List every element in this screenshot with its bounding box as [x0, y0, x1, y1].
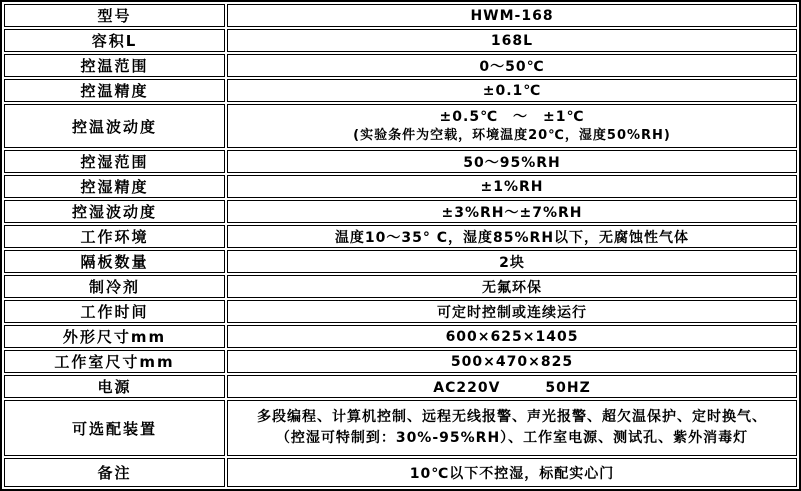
row-work-time [4, 300, 797, 323]
value-cell: 500×470×825 [227, 350, 797, 373]
label-cell: 可选配装置 [4, 400, 225, 456]
value-cell: HWM-168 [227, 4, 797, 27]
row-humidity-accuracy [4, 175, 797, 198]
value-cell: ±1%RH [227, 175, 797, 198]
value-line-1: 多段编程、计算机控制、远程无线报警、声光报警、超欠温保护、定时换气、 [257, 409, 767, 425]
label-cell: 容积L [4, 29, 225, 52]
value-cell: 无氟环保 [227, 275, 797, 298]
label-cell: 控湿精度 [4, 175, 225, 198]
row-outer-dimensions [4, 325, 797, 348]
label-cell: 控温精度 [4, 79, 225, 102]
value-cell [227, 104, 797, 148]
label-cell: 外形尺寸mm [4, 325, 225, 348]
row-temp-range [4, 54, 797, 77]
label-cell: 工作环境 [4, 225, 225, 248]
label-cell: 制冷剂 [4, 275, 225, 298]
label-cell: 备注 [4, 458, 225, 487]
row-volume [4, 29, 797, 52]
label-cell: 控温范围 [4, 54, 225, 77]
value-line-2: （控湿可特制到：30%-95%RH）、工作室电源、测试孔、紫外消毒灯 [275, 430, 749, 446]
label-cell: 电源 [4, 375, 225, 398]
value-cell: AC220V 50HZ [227, 375, 797, 398]
row-shelf-count [4, 250, 797, 273]
row-power-supply [4, 375, 797, 398]
value-cell: ±0.1℃ [227, 79, 797, 102]
value-cell: 10℃以下不控湿，标配实心门 [227, 458, 797, 487]
row-work-environment [4, 225, 797, 248]
row-humidity-fluctuation [4, 200, 797, 223]
row-refrigerant [4, 275, 797, 298]
value-line-2: (实验条件为空载，环境温度20℃，湿度50%RH) [353, 128, 671, 143]
value-cell: ±3%RH～±7%RH [227, 200, 797, 223]
label-cell: 控温波动度 [4, 104, 225, 148]
value-cell: 168L [227, 29, 797, 52]
value-cell: 温度10～35° C，湿度85%RH以下，无腐蚀性气体 [227, 225, 797, 248]
row-remarks [4, 458, 797, 487]
label-cell: 型号 [4, 4, 225, 27]
label-cell: 工作时间 [4, 300, 225, 323]
value-cell: 600×625×1405 [227, 325, 797, 348]
value-cell: 2块 [227, 250, 797, 273]
label-cell: 工作室尺寸mm [4, 350, 225, 373]
row-model [4, 4, 797, 27]
row-chamber-dimensions [4, 350, 797, 373]
row-optional-accessories [4, 400, 797, 456]
value-cell: 可定时控制或连续运行 [227, 300, 797, 323]
value-cell: 50～95%RH [227, 150, 797, 173]
row-temp-fluctuation [4, 104, 797, 148]
value-cell [227, 400, 797, 456]
row-humidity-range [4, 150, 797, 173]
label-cell: 控湿范围 [4, 150, 225, 173]
label-cell: 控湿波动度 [4, 200, 225, 223]
value-line-1: ±0.5℃ ～ ±1℃ [439, 109, 585, 125]
value-cell: 0～50℃ [227, 54, 797, 77]
label-cell: 隔板数量 [4, 250, 225, 273]
row-temp-accuracy [4, 79, 797, 102]
